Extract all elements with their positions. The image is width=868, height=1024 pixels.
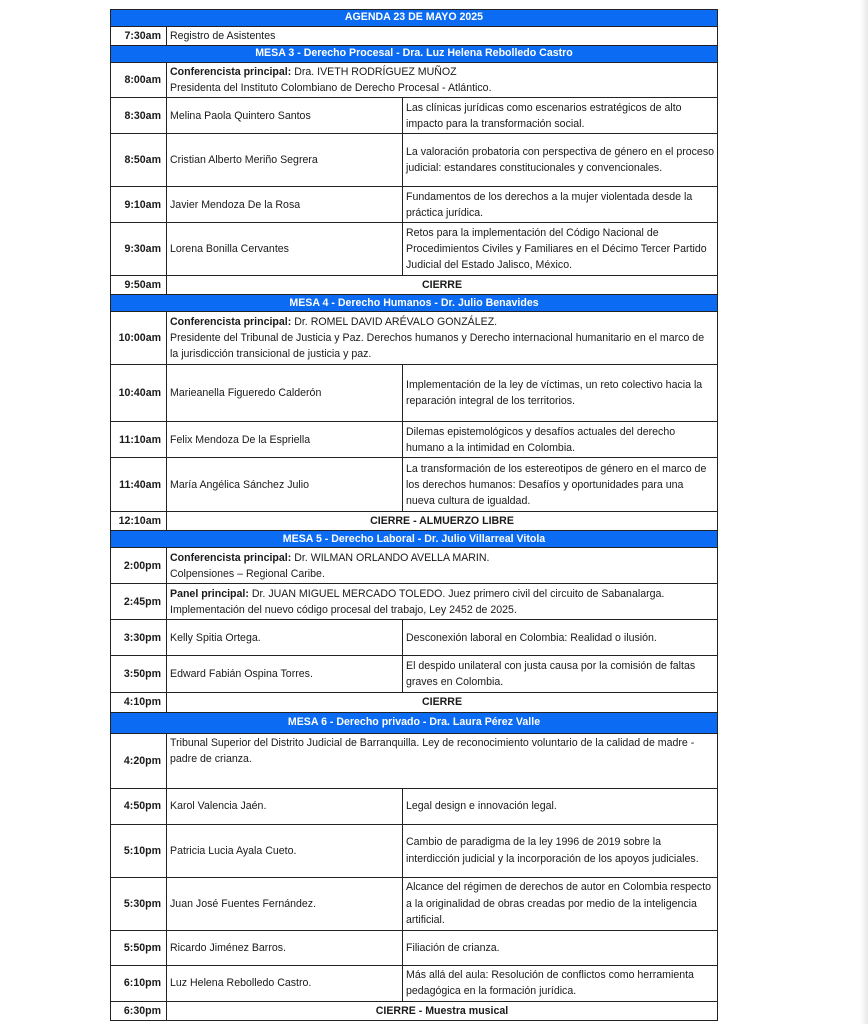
speaker-cell: Karol Valencia Jaén. (167, 788, 403, 824)
time-cell: 7:30am (111, 27, 167, 46)
talk-row (111, 187, 718, 223)
time-cell: 9:50am (111, 276, 167, 295)
talk-row (111, 788, 718, 824)
speaker-cell: Juan José Fuentes Fernández. (167, 877, 403, 930)
mesa5-close-row (111, 693, 718, 712)
speaker-cell: Javier Mendoza De la Rosa (167, 187, 403, 223)
speaker-cell: Edward Fabián Ospina Torres. (167, 656, 403, 693)
talk-row (111, 930, 718, 965)
topic-cell: Retos para la implementación del Código Nacional de Procedimientos Civiles y Familiares en el Décimo Tercer Partido Judicial del Estado Jalisco, México. (403, 223, 718, 276)
panel-detail: Implementación del nuevo código procesal del trabajo, Ley 2452 de 2025. (170, 603, 517, 616)
close-cell: CIERRE - Muestra musical (167, 1001, 718, 1020)
speaker-cell: Felix Mendoza De la Espriella (167, 422, 403, 458)
talk-row (111, 965, 718, 1001)
agenda-title-row (111, 10, 718, 27)
topic-cell: Cambio de paradigma de la ley 1996 de 2019 sobre la interdicción judicial y la incorporación de los apoyos judiciales. (403, 824, 718, 877)
time-cell: 5:50pm (111, 930, 167, 965)
speaker-cell: Melina Paola Quintero Santos (167, 98, 403, 134)
mesa6-keynote-row (111, 733, 718, 788)
time-cell: 3:50pm (111, 656, 167, 693)
talk-row (111, 223, 718, 276)
keynote-cell (167, 63, 718, 98)
mesa5-keynote-row (111, 548, 718, 584)
topic-cell: Desconexión laboral en Colombia: Realidad o ilusión. (403, 620, 718, 656)
talk-row (111, 134, 718, 187)
agenda-table (110, 9, 718, 1021)
time-cell: 10:00am (111, 312, 167, 365)
speaker-cell: Marieanella Figueredo Calderón (167, 365, 403, 422)
mesa3-keynote-row (111, 63, 718, 98)
topic-cell: Filiación de crianza. (403, 930, 718, 965)
time-cell: 8:30am (111, 98, 167, 134)
panel-label: Panel principal: (170, 587, 249, 600)
keynote-label: Conferencista principal: (170, 551, 292, 564)
mesa4-header: MESA 4 - Derecho Humanos - Dr. Julio Benavides (111, 295, 718, 312)
speaker-cell: María Angélica Sánchez Julio (167, 458, 403, 512)
time-cell: 5:30pm (111, 877, 167, 930)
time-cell: 8:50am (111, 134, 167, 187)
topic-cell: Implementación de la ley de víctimas, un reto colectivo hacia la reparación integral de los territorios. (403, 365, 718, 422)
mesa4-header-row (111, 295, 718, 312)
panel-name: Dr. JUAN MIGUEL MERCADO TOLEDO. Juez primero civil del circuito de Sabanalarga. (248, 587, 665, 600)
time-cell: 2:45pm (111, 584, 167, 620)
topic-cell: La valoración probatoria con perspectiva de género en el proceso judicial: estandares constitucionales y convencionales. (403, 134, 718, 187)
time-cell: 4:10pm (111, 693, 167, 712)
time-cell: 5:10pm (111, 824, 167, 877)
talk-row (111, 877, 718, 930)
talk-row (111, 422, 718, 458)
registro-row (111, 27, 718, 46)
keynote-name: Dr. WILMAN ORLANDO AVELLA MARIN. (291, 551, 490, 564)
time-cell: 11:40am (111, 458, 167, 512)
speaker-cell: Patricia Lucia Ayala Cueto. (167, 824, 403, 877)
time-cell: 6:10pm (111, 965, 167, 1001)
topic-cell: Más allá del aula: Resolución de conflictos como herramienta pedagógica en la formación jurídica. (403, 965, 718, 1001)
keynote-name: Dra. IVETH RODRÍGUEZ MUÑOZ (291, 66, 457, 79)
close-cell: CIERRE - ALMUERZO LIBRE (167, 512, 718, 531)
keynote-cell (167, 548, 718, 584)
time-cell: 2:00pm (111, 548, 167, 584)
keynote-cell (167, 312, 718, 365)
time-cell: 8:00am (111, 63, 167, 98)
topic-cell: La transformación de los estereotipos de género en el marco de los derechos humanos: Desafíos y oportunidades para una nueva cultura de igualdad. (403, 458, 718, 512)
topic-cell: Legal design e innovación legal. (403, 788, 718, 824)
mesa6-close-row (111, 1001, 718, 1020)
topic-cell: El despido unilateral con justa causa por la comisión de faltas graves en Colombia. (403, 656, 718, 693)
mesa3-close-row (111, 276, 718, 295)
time-cell: 9:10am (111, 187, 167, 223)
speaker-cell: Luz Helena Rebolledo Castro. (167, 965, 403, 1001)
speaker-cell: Kelly Spitia Ortega. (167, 620, 403, 656)
time-cell: 11:10am (111, 422, 167, 458)
topic-cell: Fundamentos de los derechos a la mujer violentada desde la práctica jurídica. (403, 187, 718, 223)
mesa5-header-row (111, 531, 718, 548)
speaker-cell: Cristian Alberto Meriño Segrera (167, 134, 403, 187)
page-edge-shadow (860, 0, 868, 1024)
keynote-label: Conferencista principal: (170, 316, 292, 329)
mesa5-panel-row (111, 584, 718, 620)
time-cell: 4:50pm (111, 788, 167, 824)
talk-row (111, 365, 718, 422)
time-cell: 10:40am (111, 365, 167, 422)
keynote-detail: Presidenta del Instituto Colombiano de Derecho Procesal - Atlántico. (170, 82, 492, 95)
mesa6-header-row (111, 712, 718, 733)
talk-row (111, 620, 718, 656)
talk-row (111, 98, 718, 134)
speaker-cell: Ricardo Jiménez Barros. (167, 930, 403, 965)
topic-cell: Alcance del régimen de derechos de autor en Colombia respecto a la originalidad de obras creadas por medio de la inteligencia artificial. (403, 877, 718, 930)
topic-cell: Las clínicas jurídicas como escenarios estratégicos de alto impacto para la transformación social. (403, 98, 718, 134)
keynote-name: Dr. ROMEL DAVID ARÉVALO GONZÁLEZ. (291, 316, 498, 329)
time-cell: 6:30pm (111, 1001, 167, 1020)
panel-cell (167, 584, 718, 620)
keynote-detail: Presidente del Tribunal de Justicia y Paz. Derechos humanos y Derecho internacional humanitario en el marco de la jurisdicción transicional de justicia y paz. (170, 332, 705, 361)
time-cell: 3:30pm (111, 620, 167, 656)
time-cell: 9:30am (111, 223, 167, 276)
time-cell: 12:10am (111, 512, 167, 531)
mesa3-header-row (111, 46, 718, 63)
talk-row (111, 656, 718, 693)
keynote-label: Conferencista principal: (170, 66, 292, 79)
close-cell: CIERRE (167, 693, 718, 712)
time-cell: 4:20pm (111, 733, 167, 788)
close-cell: CIERRE (167, 276, 718, 295)
mesa6-header: MESA 6 - Derecho privado - Dra. Laura Pérez Valle (111, 712, 718, 733)
registro-text: Registro de Asistentes (167, 27, 718, 46)
talk-row (111, 458, 718, 512)
speaker-cell: Lorena Bonilla Cervantes (167, 223, 403, 276)
keynote-detail: Tribunal Superior del Distrito Judicial de Barranquilla. Ley de reconocimiento voluntario de la calidad de madre - padre de crianza. (167, 733, 718, 788)
mesa4-close-row (111, 512, 718, 531)
mesa4-keynote-row (111, 312, 718, 365)
keynote-detail: Colpensiones – Regional Caribe. (170, 567, 325, 580)
mesa3-header: MESA 3 - Derecho Procesal - Dra. Luz Helena Rebolledo Castro (111, 46, 718, 63)
topic-cell: Dilemas epistemológicos y desafíos actuales del derecho humano a la intimidad en Colombia. (403, 422, 718, 458)
agenda-title: AGENDA 23 DE MAYO 2025 (111, 10, 718, 27)
talk-row (111, 824, 718, 877)
mesa5-header: MESA 5 - Derecho Laboral - Dr. Julio Villarreal Vitola (111, 531, 718, 548)
